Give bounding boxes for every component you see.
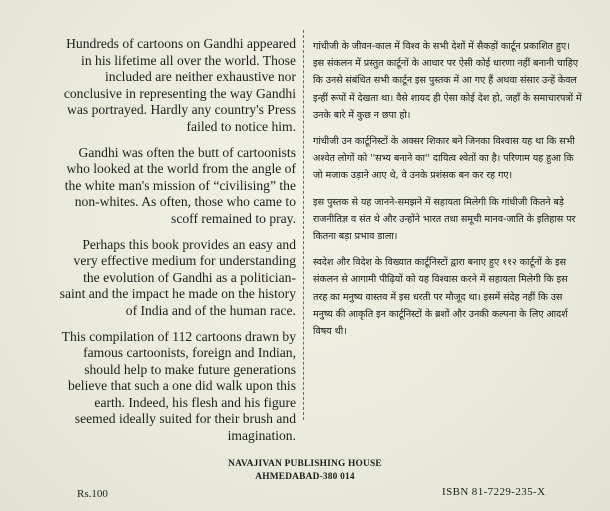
hindi-paragraph: इस पुस्तक से यह जानने-समझने में सहायता मिलेगी कि गांधीजी कितने बड़े राजनीतिज्ञ व संत थे और उन्होंने भारत तथा समूची मानव-जाति के इतिहास पर कितना बड़ा प्रभाव डाला। — [313, 196, 576, 243]
price-label: Rs.100 — [77, 488, 108, 500]
publisher-block — [0, 458, 610, 483]
column-divider — [303, 30, 304, 420]
publisher-city: AHMEDABAD-380 014 — [255, 471, 355, 482]
english-paragraph: Hundreds of cartoons on Gandhi appeared in his lifetime all over the world. Those included are neither exhaustive nor conclusive in representing the way Gandhi was portrayed. Hardly any country's Press failed to notice him. — [63, 36, 296, 134]
english-paragraph: This compilation of 112 cartoons drawn by famous cartoonists, foreign and Indian, should help to make future generations believe that such a one did walk upon this earth. Indeed, his flesh and his figure seemed ideally suited for their brush and imagination. — [61, 328, 296, 444]
isbn-label: ISBN 81-7229-235-X — [442, 486, 546, 498]
hindi-text-column — [313, 38, 583, 349]
english-paragraph: Gandhi was often the butt of cartoonists who looked at the world from the angle of the white man's mission of “civilising” the non-whites. As often, those who came to scoff remained to pray. — [64, 144, 296, 226]
english-paragraph: Perhaps this book provides an easy and very effective medium for understanding the evolution of Gandhi as a politician-saint and the impact he made on the history of India and of the human race. — [59, 236, 296, 318]
hindi-paragraph: गांधीजी के जीवन-काल में विश्व के सभी देशों में सैकड़ों कार्टून प्रकाशित हुए। इस संकलन में प्रस्तुत कार्टूनों के आधार पर ऐसी कोई धारणा नहीं बनानी चाहिए कि उनसे संबंधित सभी कार्टून इस पुस्तक में आ गए हैं अथवा संसार उन्हें केवल इन्हीं रूपों में देखता था। वैसे शायद ही ऐसा कोई देश हो, जहाँ के समाचारपत्रों में उनके बारे में कुछ न छपा हो। — [313, 41, 582, 121]
hindi-paragraph: गांधीजी उन कार्टूनिस्टों के अक्सर शिकार बने जिनका विश्वास यह था कि सभी अश्वेत लोगों को ''सभ्य बनाने का'' दायित्व श्वेतों का है। परिणाम यह हुआ कि जो मजाक उड़ाने आए थे, वे उनके प्रशंसक बन कर रह गए। — [313, 136, 575, 182]
hindi-paragraph: स्वदेश और विदेश के विख्यात कार्टूनिस्टों द्वारा बनाए हुए ११२ कार्टूनों के इस संकलन से आगामी पीढ़ियों को यह विश्वास करने में सहायता मिलेगी कि इस तरह का मनुष्य वास्तव में इस धरती पर मौजूद था। इसमें संदेह नहीं कि उस मनुष्य की आकृति इन कार्टूनिस्टों के ब्रशों और उनकी कल्पना के लिए आदर्श विषय थी। — [313, 257, 568, 338]
english-text-column — [58, 36, 296, 454]
publisher-name: NAVAJIVAN PUBLISHING HOUSE — [228, 459, 382, 469]
